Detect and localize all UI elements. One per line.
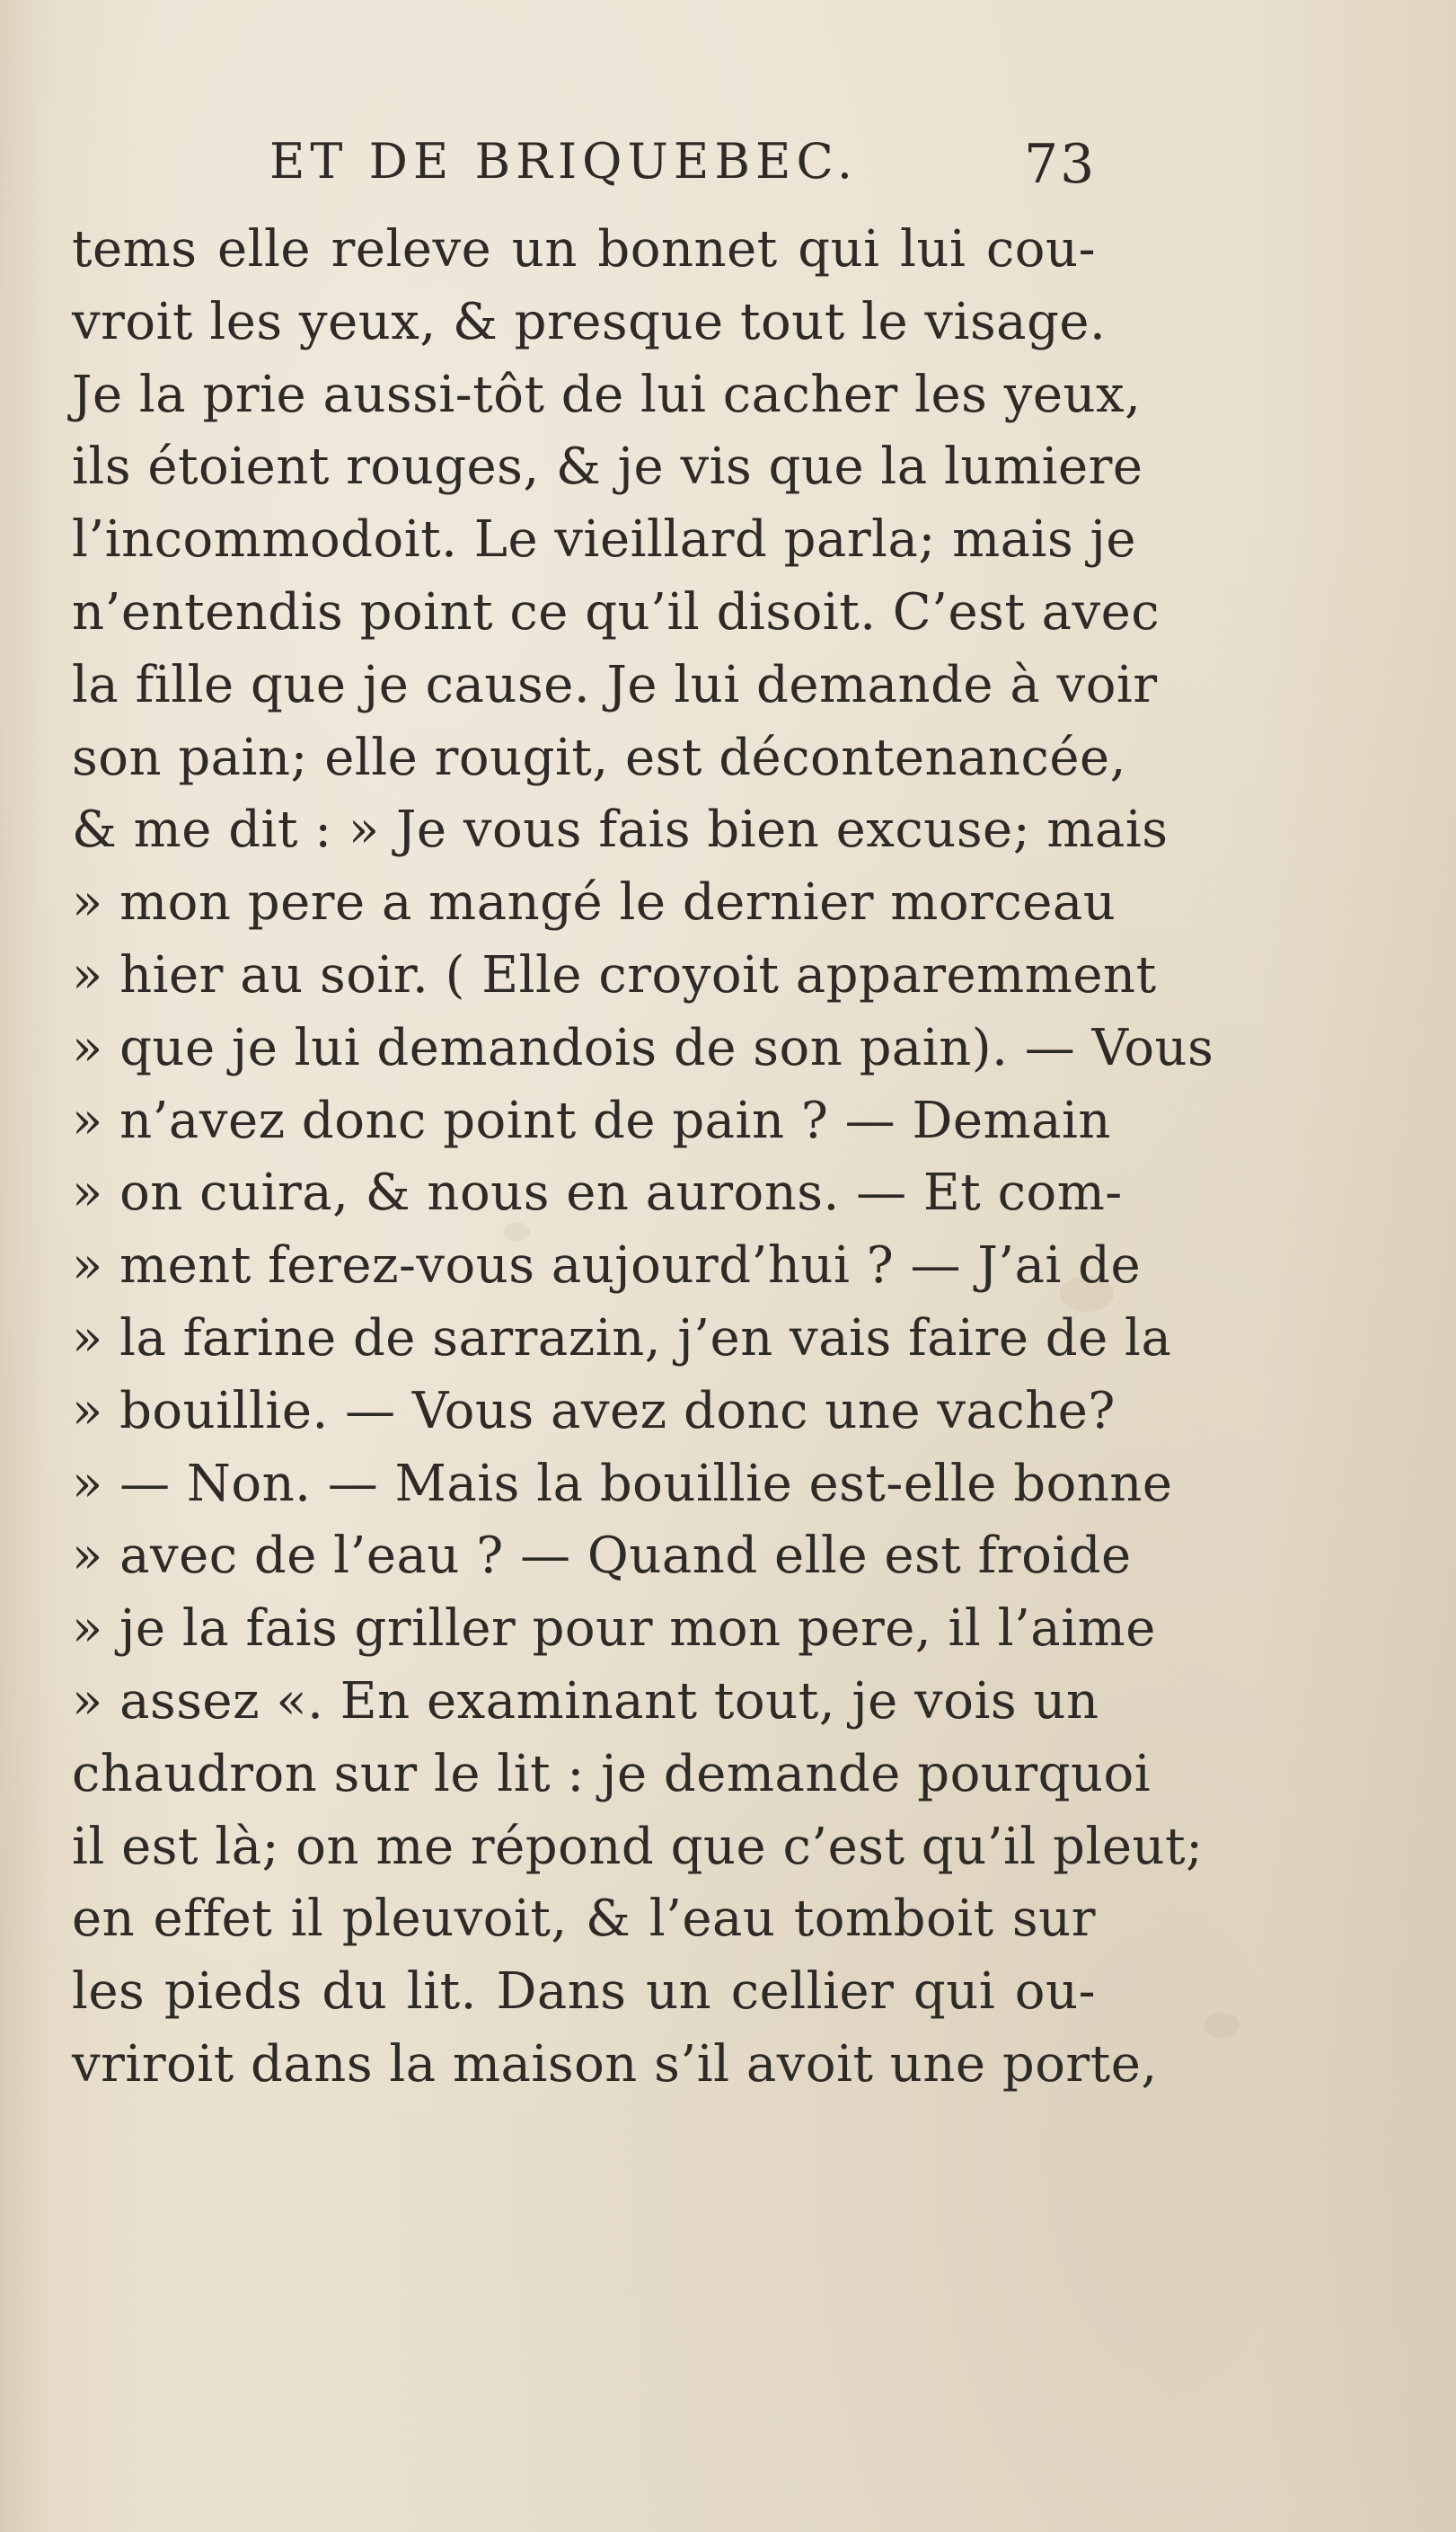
text-line: les pieds du lit. Dans un cellier qui ou- <box>72 1962 1096 2022</box>
text-line: il est là; on me répond que c’est qu’il pleut; <box>72 1817 1204 1876</box>
text-line: » mon pere a mangé le dernier morceau <box>72 873 1116 933</box>
text-line: » bouillie. — Vous avez donc une vache? <box>72 1381 1116 1440</box>
text-line: » on cuira, & nous en aurons. — Et com- <box>72 1164 1123 1223</box>
text-line: » avec de l’eau ? — Quand elle est froide <box>72 1527 1132 1586</box>
text-line: vriroit dans la maison s’il avoit une porte, <box>72 2034 1158 2094</box>
text-line: en effet il pleuvoit, & l’eau tomboit sur <box>72 1890 1096 1949</box>
text-line: » ment ferez-vous aujourd’hui ? — J’ai de <box>72 1236 1142 1296</box>
text-line: son pain; elle rougit, est décontenancée, <box>72 728 1126 787</box>
paper-stain <box>1204 2013 1240 2038</box>
text-line: n’entendis point ce qu’il disoit. C’est avec <box>72 582 1160 642</box>
text-line: Je la prie aussi-tôt de lui cacher les yeux, <box>72 365 1142 424</box>
running-head: ET DE BRIQUEBEC. <box>269 133 859 190</box>
text-line: tems elle releve un bonnet qui lui cou- <box>72 220 1096 279</box>
text-line: » la farine de sarrazin, j’en vais faire de la <box>72 1308 1172 1368</box>
text-line: » je la fais griller pour mon pere, il l’aime <box>72 1599 1156 1659</box>
text-line: la fille que je cause. Je lui demande à voir <box>72 655 1158 714</box>
page-number: 73 <box>1024 133 1097 196</box>
text-line: » que je lui demandois de son pain). — Vous <box>72 1018 1214 1077</box>
text-line: l’incommodoit. Le vieillard parla; mais je <box>72 510 1137 570</box>
body-text <box>72 214 1214 2102</box>
text-line: chaudron sur le lit : je demande pourquoi <box>72 1744 1152 1803</box>
text-line: ils étoient rouges, & je vis que la lumiere <box>72 438 1143 497</box>
text-line: vroit les yeux, & presque tout le visage. <box>72 292 1107 351</box>
text-line: » n’avez donc point de pain ? — Demain <box>72 1091 1111 1150</box>
text-line: & me dit : » Je vous fais bien excuse; mais <box>72 801 1169 860</box>
text-line: » — Non. — Mais la bouillie est-elle bonne <box>72 1454 1173 1513</box>
text-line: » assez «. En examinant tout, je vois un <box>72 1671 1099 1731</box>
text-line: » hier au soir. ( Elle croyoit apparemment <box>72 945 1157 1005</box>
